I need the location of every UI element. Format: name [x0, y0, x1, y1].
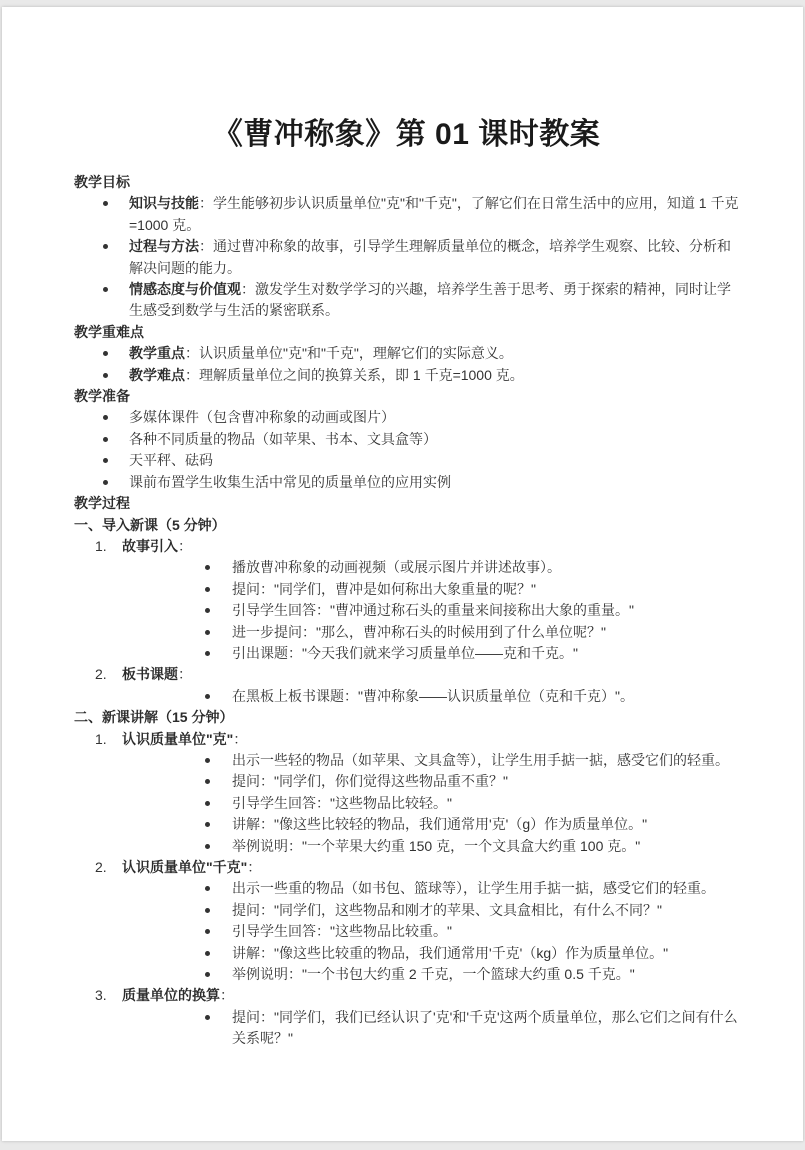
document-body	[74, 172, 739, 1050]
bullet-dot-icon	[103, 415, 108, 420]
bullet-dot-icon	[205, 565, 210, 570]
bullet-dot-icon	[103, 437, 108, 442]
item-text: 课前布置学生收集生活中常见的质量单位的应用实例	[129, 473, 451, 490]
section-heading-text: 教学目标	[74, 174, 130, 190]
item-label: 认识质量单位"克"	[122, 730, 234, 747]
item-text: 出示一些重的物品（如书包、篮球等），让学生用手掂一掂，感受它们的轻重。	[232, 880, 715, 897]
bullet-dot-icon	[205, 972, 210, 977]
bullet-item	[74, 193, 739, 236]
sub-bullet-item	[74, 750, 739, 771]
sub-bullet-item	[74, 878, 739, 899]
sub-bullet-item	[74, 921, 739, 942]
sub-bullet-item	[74, 686, 739, 707]
bullet-dot-icon	[205, 822, 210, 827]
section-heading	[74, 172, 739, 193]
bullet-item	[74, 343, 739, 364]
item-text: ：	[178, 666, 192, 683]
item-number: 1.	[95, 730, 107, 747]
sub-bullet-item	[74, 771, 739, 792]
item-text: 提问："同学们，曹冲是如何称出大象重量的呢？"	[232, 580, 536, 597]
item-text: ：理解质量单位之间的换算关系，即 1 千克=1000 克。	[185, 366, 524, 383]
bullet-dot-icon	[103, 480, 108, 485]
sub-bullet-item	[74, 643, 739, 664]
item-text: 提问："同学们，我们已经认识了'克'和'千克'这两个质量单位，那么它们之间有什么关系呢？"	[232, 1008, 738, 1047]
item-text: ：	[233, 730, 248, 747]
bullet-dot-icon	[205, 608, 210, 613]
bullet-item	[74, 407, 739, 428]
bullet-dot-icon	[205, 844, 210, 849]
numbered-item	[74, 985, 739, 1006]
item-text: 提问："同学们，这些物品和刚才的苹果、文具盒相比，有什么不同？"	[232, 901, 662, 918]
item-label: 知识与技能	[129, 195, 199, 212]
section-heading-text: 教学准备	[74, 388, 130, 405]
item-label: 故事引入	[122, 537, 178, 554]
sub-bullet-item	[74, 943, 739, 964]
item-text: 各种不同质量的物品（如苹果、书本、文具盒等）	[129, 430, 437, 447]
document-title: 《曹冲称象》第 01 课时教案	[212, 118, 601, 151]
item-label: 教学难点	[129, 366, 185, 383]
item-text: 播放曹冲称象的动画视频（或展示图片并讲述故事）。	[232, 559, 561, 576]
item-text: 讲解："像这些比较轻的物品，我们通常用'克'（g）作为质量单位。"	[232, 816, 648, 833]
section-heading	[74, 515, 739, 536]
item-text: ：	[247, 859, 262, 875]
sub-bullet-item	[74, 622, 739, 643]
item-number: 3.	[95, 987, 107, 1004]
item-number: 2.	[95, 666, 107, 683]
item-text: 多媒体课件（包含曹冲称象的动画或图片）	[129, 409, 395, 426]
item-text: 提问："同学们，你们觉得这些物品重不重？"	[232, 773, 508, 790]
sub-bullet-item	[74, 814, 739, 835]
bullet-dot-icon	[205, 951, 210, 956]
bullet-dot-icon	[103, 244, 108, 249]
bullet-dot-icon	[103, 351, 108, 356]
item-text: 出示一些轻的物品（如苹果、文具盒等），让学生用手掂一掂，感受它们的轻重。	[232, 751, 729, 768]
sub-bullet-item	[74, 557, 739, 578]
section-heading-text: 二、新课讲解（15 分钟）	[74, 709, 234, 726]
item-label: 板书课题	[122, 666, 178, 683]
item-text: ：学生能够初步认识质量单位"克"和"千克"，了解它们在日常生活中的应用，知道 1 千克=1000 克。	[129, 195, 739, 233]
bullet-dot-icon	[205, 801, 210, 806]
sub-bullet-item	[74, 964, 739, 985]
sub-bullet-item	[74, 579, 739, 600]
numbered-item	[74, 729, 739, 750]
item-text: 引导学生回答："这些物品比较轻。"	[232, 794, 452, 811]
sub-bullet-item	[74, 600, 739, 621]
bullet-dot-icon	[205, 1015, 210, 1020]
bullet-dot-icon	[205, 587, 210, 592]
section-heading	[74, 386, 739, 407]
sub-bullet-item	[74, 900, 739, 921]
bullet-dot-icon	[205, 630, 210, 635]
bullet-item	[74, 429, 739, 450]
item-text: ：	[220, 987, 234, 1004]
item-label: 教学重点	[129, 345, 185, 362]
item-text: 引导学生回答："这些物品比较重。"	[232, 923, 452, 940]
item-text: 引出课题："今天我们就来学习质量单位——克和千克。"	[232, 644, 578, 661]
bullet-item	[74, 472, 739, 493]
bullet-dot-icon	[103, 201, 108, 206]
section-heading	[74, 707, 739, 728]
item-text: 在黑板上板书课题："曹冲称象——认识质量单位（克和千克）"。	[232, 687, 634, 704]
section-heading	[74, 493, 739, 514]
item-text: 引导学生回答："曹冲通过称石头的重量来间接称出大象的重量。"	[232, 602, 634, 619]
item-text: ：激发学生对数学学习的兴趣，培养学生善于思考、勇于探索的精神，同时让学生感受到数学与生活的紧密联系。	[129, 281, 731, 319]
numbered-item	[74, 857, 739, 878]
bullet-item	[74, 236, 739, 279]
section-heading-text: 教学重难点	[74, 323, 144, 340]
item-text: 举例说明："一个书包大约重 2 千克，一个篮球大约重 0.5 千克。"	[232, 966, 635, 983]
item-text: 天平秤、砝码	[129, 452, 213, 469]
numbered-item	[74, 536, 739, 557]
item-label: 过程与方法	[129, 238, 199, 255]
bullet-dot-icon	[205, 908, 210, 913]
item-text: ：通过曹冲称象的故事，引导学生理解质量单位的概念，培养学生观察、比较、分析和解决问题的能力。	[129, 238, 731, 276]
item-number: 2.	[95, 859, 107, 875]
item-text: ：认识质量单位"克"和"千克"，理解它们的实际意义。	[185, 345, 513, 362]
section-heading	[74, 322, 739, 343]
sub-bullet-item	[74, 1007, 739, 1050]
bullet-dot-icon	[205, 779, 210, 784]
item-label: 认识质量单位"千克"	[122, 859, 248, 875]
item-label: 质量单位的换算	[122, 987, 220, 1004]
item-text: ：	[178, 537, 192, 554]
bullet-dot-icon	[205, 694, 210, 699]
bullet-item	[74, 365, 739, 386]
item-text: 讲解："像这些比较重的物品，我们通常用'千克'（kg）作为质量单位。"	[232, 944, 669, 961]
item-label: 情感态度与价值观	[129, 281, 241, 298]
item-number: 1.	[95, 537, 107, 554]
section-heading-text: 教学过程	[74, 495, 130, 512]
bullet-dot-icon	[103, 287, 108, 292]
sub-bullet-item	[74, 836, 739, 857]
bullet-item	[74, 450, 739, 471]
bullet-dot-icon	[205, 758, 210, 763]
bullet-item	[74, 279, 739, 322]
bullet-dot-icon	[205, 651, 210, 656]
bullet-dot-icon	[103, 373, 108, 378]
bullet-dot-icon	[205, 929, 210, 934]
sub-bullet-item	[74, 793, 739, 814]
bullet-dot-icon	[205, 886, 210, 891]
document-page	[2, 7, 803, 1141]
bullet-dot-icon	[103, 458, 108, 463]
numbered-item	[74, 664, 739, 685]
section-heading-text: 一、导入新课（5 分钟）	[74, 516, 226, 533]
item-text: 举例说明："一个苹果大约重 150 克，一个文具盒大约重 100 克。"	[232, 837, 641, 854]
item-text: 进一步提问："那么，曹冲称石头的时候用到了什么单位呢？"	[232, 623, 606, 640]
